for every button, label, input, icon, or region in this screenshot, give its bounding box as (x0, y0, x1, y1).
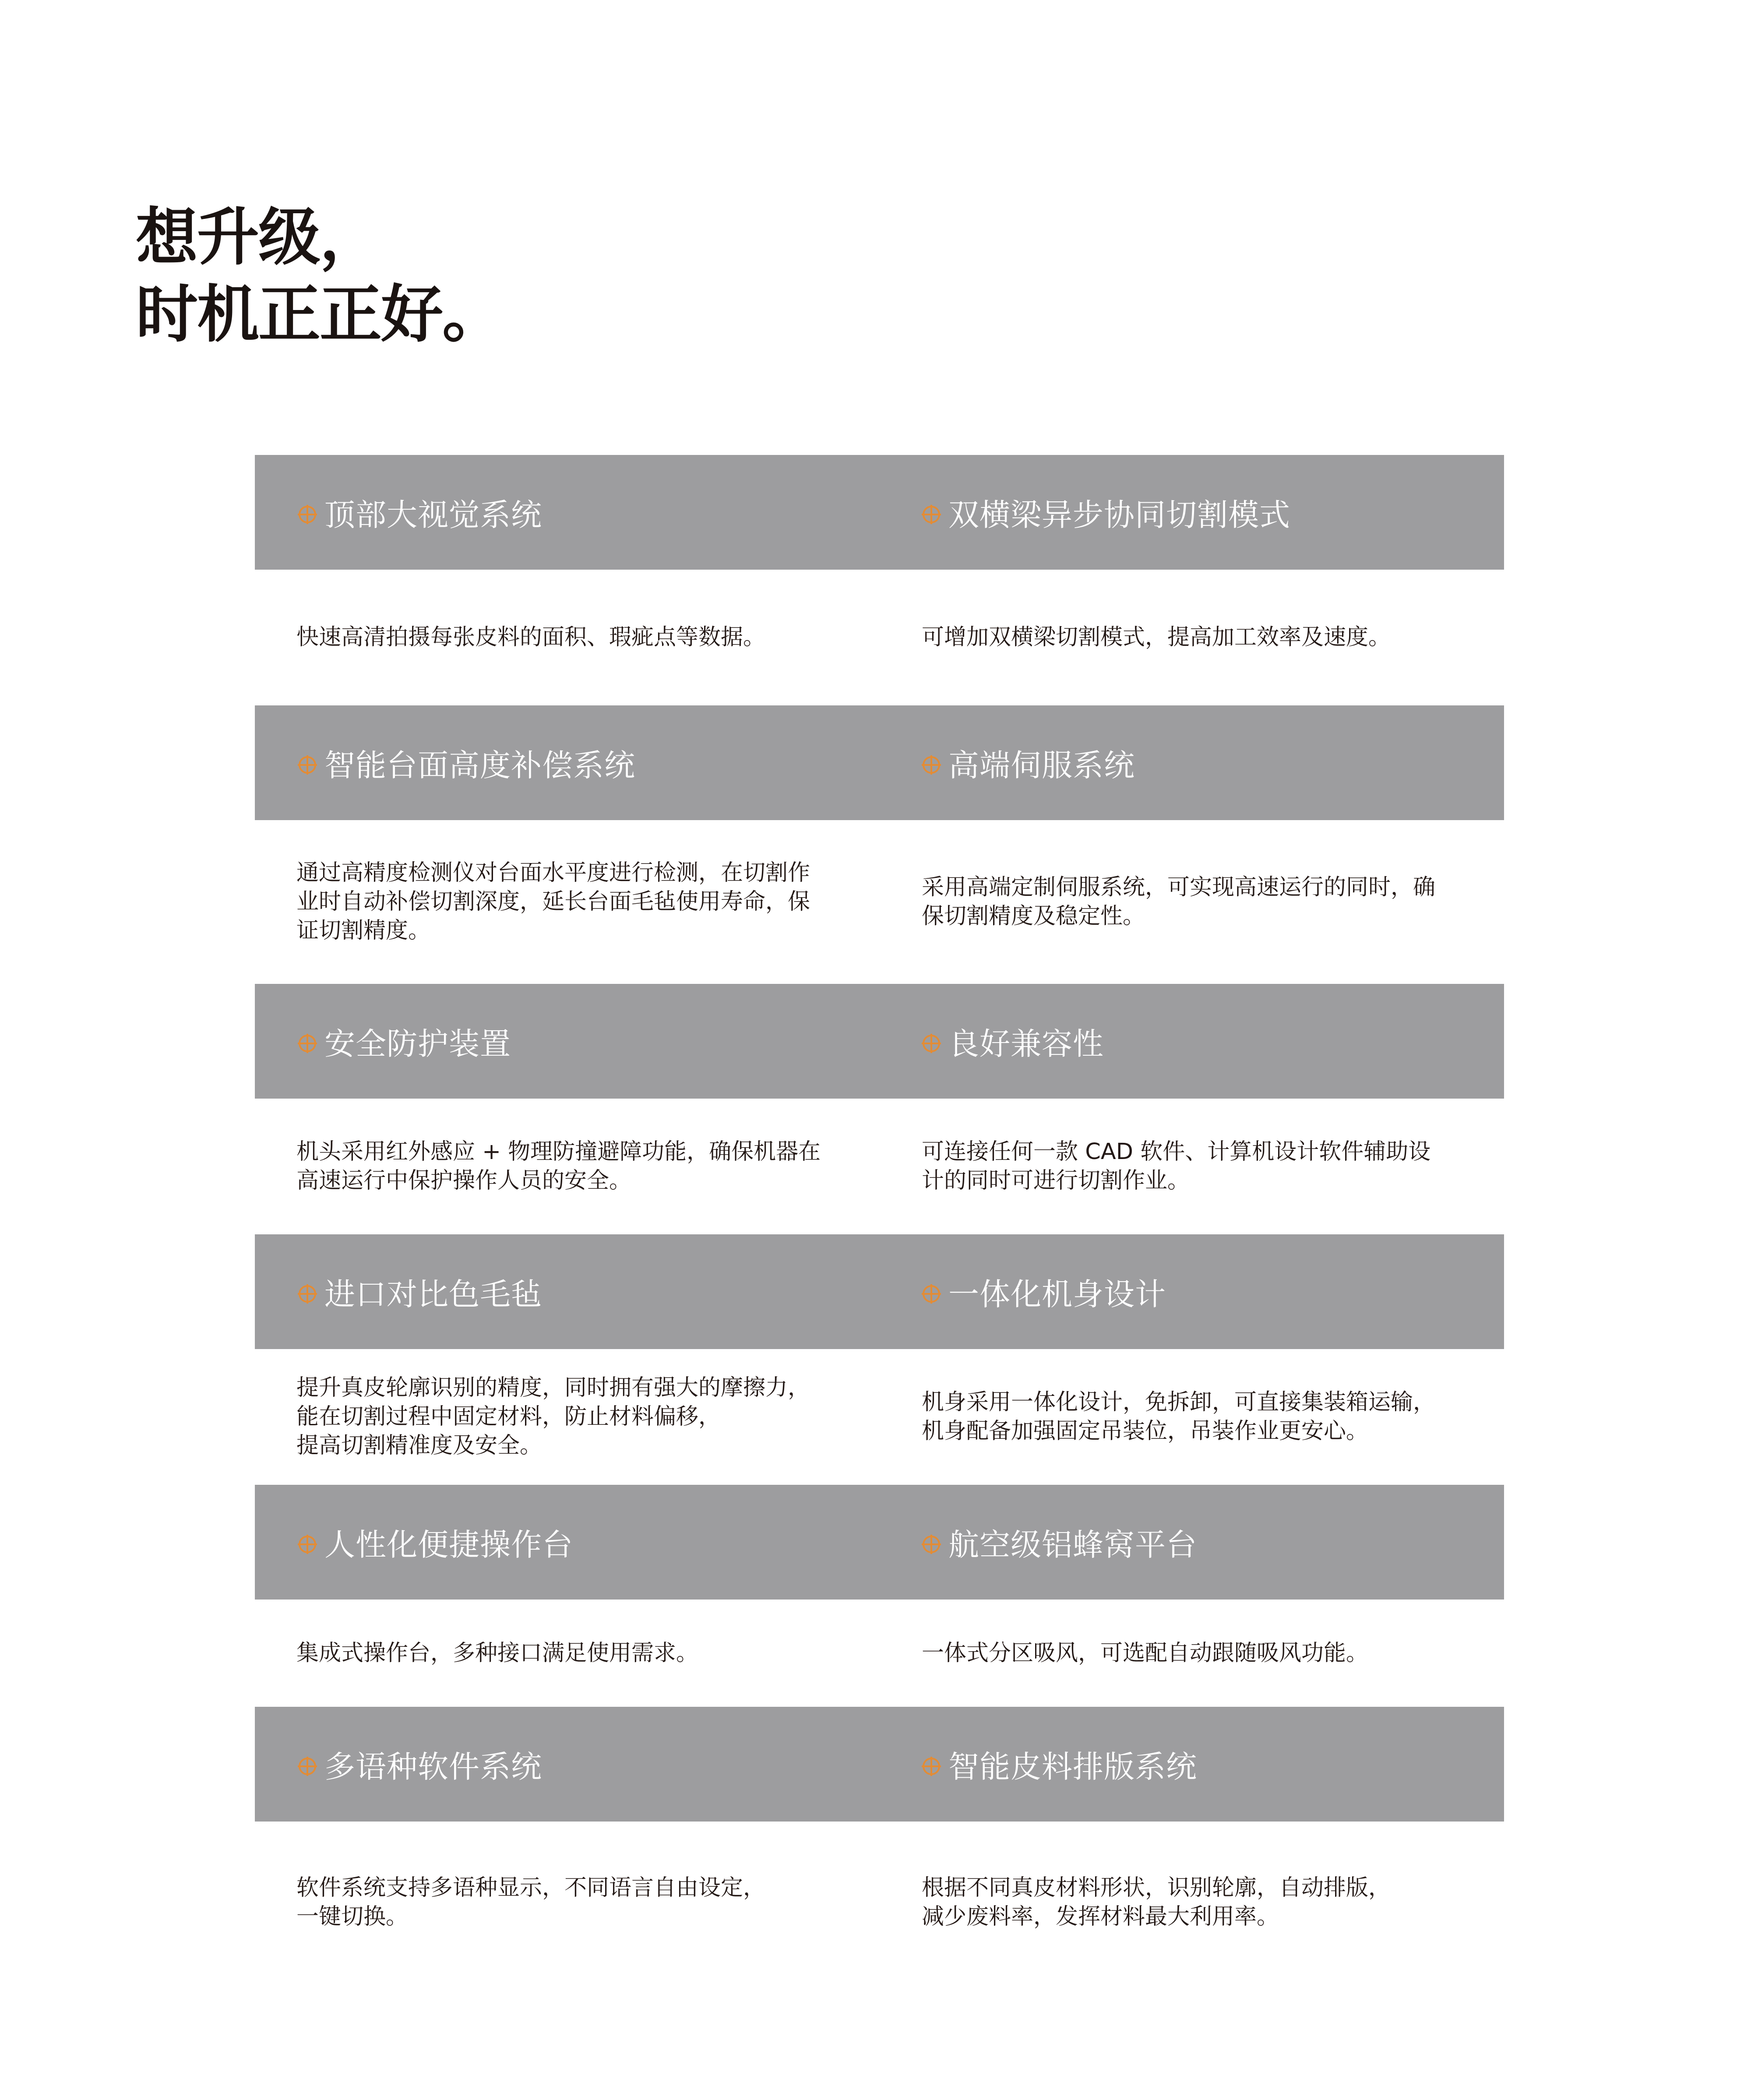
feature-title: 良好兼容性 (948, 1025, 1104, 1062)
feature-heading (920, 455, 1490, 570)
feature-description: 集成式操作台，多种接口满足使用需求。 (296, 1640, 699, 1666)
feature-description: 可增加双横梁切割模式，提高加工效率及速度。 (922, 624, 1391, 650)
page-headline (136, 199, 504, 353)
feature-heading (296, 705, 866, 820)
feature-description: 快速高清拍摄每张皮料的面积、瑕疵点等数据。 (296, 624, 766, 650)
feature-desc-row (255, 570, 1504, 705)
feature-heading (920, 1234, 1490, 1349)
crosshair-icon (296, 504, 318, 525)
crosshair-icon (920, 1283, 942, 1305)
crosshair-icon (296, 754, 318, 776)
feature-title: 进口对比色毛毡 (324, 1276, 542, 1312)
crosshair-icon (920, 1533, 942, 1555)
feature-heading (296, 455, 866, 570)
feature-desc-row (255, 1349, 1504, 1485)
feature-heading (920, 1707, 1490, 1822)
feature-band (255, 705, 1504, 820)
feature-band (255, 984, 1504, 1099)
feature-description: 一体式分区吸风，可选配自动跟随吸风功能。 (922, 1640, 1369, 1666)
feature-title: 航空级铝蜂窝平台 (948, 1526, 1197, 1563)
feature-band (255, 1234, 1504, 1349)
feature-title: 安全防护装置 (324, 1025, 511, 1062)
crosshair-icon (920, 504, 942, 525)
feature-description: 软件系统支持多语种显示，不同语言自由设定， 一键切换。 (296, 1875, 766, 1930)
feature-description: 通过高精度检测仪对台面水平度进行检测，在切割作 业时自动补偿切割深度，延长台面毛毡使用寿命，保 证切割精度。 (296, 860, 810, 944)
feature-description: 采用高端定制伺服系统，可实现高速运行的同时，确 保切割精度及稳定性。 (922, 874, 1436, 929)
feature-title: 双横梁异步协同切割模式 (948, 497, 1290, 533)
feature-heading (296, 1707, 866, 1822)
feature-description: 机头采用红外感应 + 物理防撞避障功能，确保机器在 高速运行中保护操作人员的安全。 (296, 1139, 821, 1194)
crosshair-icon (920, 1755, 942, 1777)
feature-heading (920, 705, 1490, 820)
feature-band (255, 1707, 1504, 1822)
feature-description: 可连接任何一款 CAD 软件、计算机设计软件辅助设 计的同时可进行切割作业。 (922, 1139, 1431, 1194)
feature-title: 智能皮料排版系统 (948, 1748, 1197, 1785)
feature-title: 顶部大视觉系统 (324, 497, 542, 533)
crosshair-icon (920, 1032, 942, 1054)
feature-heading (920, 1485, 1490, 1600)
crosshair-icon (296, 1032, 318, 1054)
feature-title: 一体化机身设计 (948, 1276, 1166, 1312)
feature-description: 根据不同真皮材料形状，识别轮廓，自动排版， 减少废料率，发挥材料最大利用率。 (922, 1875, 1391, 1930)
feature-title: 高端伺服系统 (948, 747, 1135, 783)
headline-line-2: 时机正正好。 (136, 278, 504, 351)
feature-title: 多语种软件系统 (324, 1748, 542, 1785)
feature-desc-row (255, 1099, 1504, 1234)
feature-band (255, 455, 1504, 570)
feature-desc-row (255, 1600, 1504, 1707)
feature-grid (255, 455, 1504, 1984)
feature-description: 机身采用一体化设计，免拆卸，可直接集装箱运输， 机身配备加强固定吊装位，吊装作业更安心。 (922, 1389, 1436, 1444)
feature-desc-row (255, 1822, 1504, 1984)
feature-description: 提升真皮轮廓识别的精度，同时拥有强大的摩擦力， 能在切割过程中固定材料，防止材料偏移， 提高切割精准度及安全。 (296, 1375, 810, 1459)
feature-title: 智能台面高度补偿系统 (324, 747, 635, 783)
feature-heading (296, 1234, 866, 1349)
crosshair-icon (296, 1755, 318, 1777)
feature-heading (296, 1485, 866, 1600)
feature-heading (920, 984, 1490, 1099)
crosshair-icon (296, 1283, 318, 1305)
feature-band (255, 1485, 1504, 1600)
feature-desc-row (255, 820, 1504, 984)
feature-title: 人性化便捷操作台 (324, 1526, 573, 1563)
crosshair-icon (296, 1533, 318, 1555)
feature-heading (296, 984, 866, 1099)
crosshair-icon (920, 754, 942, 776)
headline-line-1: 想升级， (136, 201, 381, 274)
